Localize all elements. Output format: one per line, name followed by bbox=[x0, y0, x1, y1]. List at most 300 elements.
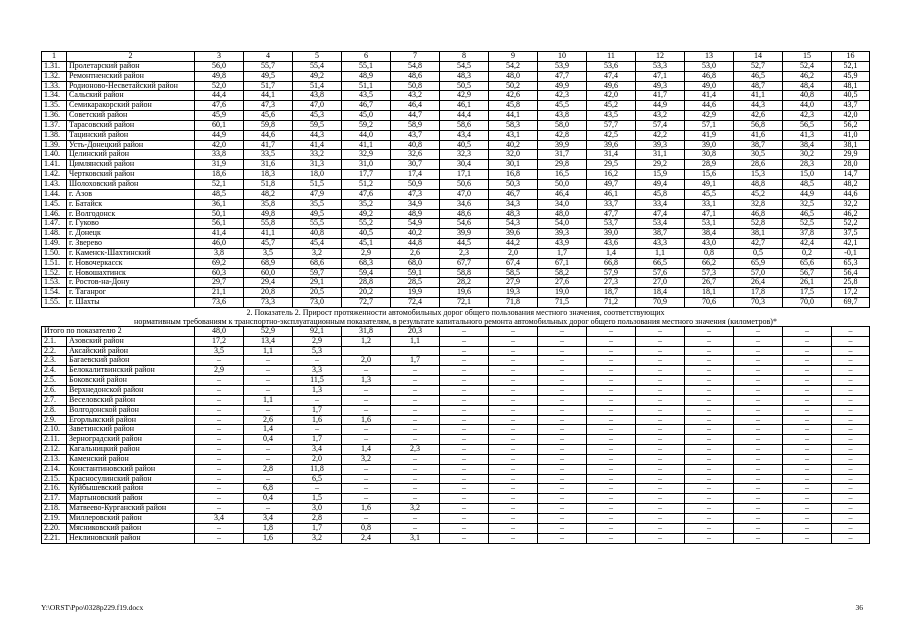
row-name: Родионово-Несветайский район bbox=[67, 81, 195, 91]
value-cell: – bbox=[440, 395, 489, 405]
row-name: Пролетарский район bbox=[67, 61, 195, 71]
value-cell: 58,8 bbox=[440, 268, 489, 278]
value-cell: 52,4 bbox=[783, 61, 832, 71]
value-cell: 66,8 bbox=[587, 258, 636, 268]
row-name: Зерноградский район bbox=[67, 435, 195, 445]
value-cell: 42,6 bbox=[489, 91, 538, 101]
value-cell: 3,5 bbox=[195, 346, 244, 356]
value-cell: – bbox=[342, 366, 391, 376]
table-row bbox=[42, 504, 870, 514]
row-name: Семикаракорский район bbox=[67, 101, 195, 111]
value-cell: – bbox=[195, 356, 244, 366]
value-cell: – bbox=[587, 366, 636, 376]
value-cell: 48,1 bbox=[832, 81, 870, 91]
row-number: 1.48. bbox=[42, 229, 67, 239]
value-cell: 43,3 bbox=[636, 239, 685, 249]
value-cell: – bbox=[391, 415, 440, 425]
value-cell: – bbox=[685, 523, 734, 533]
value-cell: 49,9 bbox=[538, 81, 587, 91]
value-cell: 1,6 bbox=[342, 504, 391, 514]
value-cell: 53,6 bbox=[587, 61, 636, 71]
value-cell: 47,6 bbox=[195, 101, 244, 111]
value-cell: 2,3 bbox=[440, 248, 489, 258]
table-row bbox=[42, 130, 870, 140]
value-cell: 49,5 bbox=[244, 71, 293, 81]
value-cell: 16,5 bbox=[538, 170, 587, 180]
value-cell: – bbox=[636, 445, 685, 455]
value-cell: – bbox=[783, 326, 832, 336]
value-cell: 44,6 bbox=[244, 130, 293, 140]
row-name: г. Новочеркасск bbox=[67, 258, 195, 268]
value-cell: – bbox=[685, 366, 734, 376]
value-cell: – bbox=[195, 484, 244, 494]
row-name: г. Ростов-на-Дону bbox=[67, 278, 195, 288]
column-header: 6 bbox=[342, 52, 391, 62]
row-number: 2.18. bbox=[42, 504, 67, 514]
value-cell: 32,0 bbox=[489, 150, 538, 160]
value-cell: – bbox=[489, 474, 538, 484]
value-cell: – bbox=[293, 484, 342, 494]
table-row bbox=[42, 61, 870, 71]
value-cell: 33,4 bbox=[636, 199, 685, 209]
value-cell: 49,3 bbox=[636, 81, 685, 91]
value-cell: – bbox=[391, 474, 440, 484]
value-cell: 48,9 bbox=[342, 71, 391, 81]
value-cell: 47,4 bbox=[636, 209, 685, 219]
value-cell: – bbox=[587, 454, 636, 464]
table-row bbox=[42, 346, 870, 356]
value-cell: 44,0 bbox=[342, 130, 391, 140]
value-cell: 3,4 bbox=[293, 445, 342, 455]
value-cell: 3,2 bbox=[293, 248, 342, 258]
row-name: г. Зверево bbox=[67, 239, 195, 249]
value-cell: 42,0 bbox=[832, 111, 870, 121]
value-cell: – bbox=[538, 395, 587, 405]
value-cell: – bbox=[538, 376, 587, 386]
value-cell: 45,0 bbox=[342, 111, 391, 121]
row-name: Верхнедонской район bbox=[67, 386, 195, 396]
value-cell: -0,1 bbox=[832, 248, 870, 258]
value-cell: 58,6 bbox=[440, 120, 489, 130]
value-cell: – bbox=[538, 504, 587, 514]
value-cell: 1,6 bbox=[244, 533, 293, 543]
value-cell: – bbox=[538, 445, 587, 455]
value-cell: – bbox=[538, 454, 587, 464]
value-cell: 48,5 bbox=[195, 189, 244, 199]
value-cell: 67,4 bbox=[489, 258, 538, 268]
value-cell: – bbox=[440, 356, 489, 366]
row-number: 2.7. bbox=[42, 395, 67, 405]
value-cell: 46,7 bbox=[489, 189, 538, 199]
value-cell: 44,3 bbox=[293, 130, 342, 140]
value-cell: 54,5 bbox=[440, 61, 489, 71]
column-header: 2 bbox=[67, 52, 195, 62]
value-cell: – bbox=[440, 336, 489, 346]
table-row bbox=[42, 386, 870, 396]
value-cell: 39,9 bbox=[538, 140, 587, 150]
value-cell: 48,0 bbox=[195, 326, 244, 336]
value-cell: 18,4 bbox=[636, 288, 685, 298]
value-cell: – bbox=[734, 336, 783, 346]
row-name: Азовский район bbox=[67, 336, 195, 346]
value-cell: – bbox=[195, 425, 244, 435]
value-cell: – bbox=[587, 445, 636, 455]
value-cell: – bbox=[587, 513, 636, 523]
value-cell bbox=[391, 346, 440, 356]
value-cell: – bbox=[685, 474, 734, 484]
value-cell: 27,9 bbox=[489, 278, 538, 288]
value-cell: 35,5 bbox=[293, 199, 342, 209]
value-cell: – bbox=[342, 425, 391, 435]
value-cell: 49,2 bbox=[293, 71, 342, 81]
value-cell: 44,7 bbox=[391, 111, 440, 121]
value-cell: – bbox=[685, 445, 734, 455]
value-cell: – bbox=[832, 395, 870, 405]
value-cell: 30,5 bbox=[734, 150, 783, 160]
table-row bbox=[42, 356, 870, 366]
value-cell: 52,5 bbox=[783, 219, 832, 229]
row-name: Матвеево-Курганский район bbox=[67, 504, 195, 514]
value-cell: – bbox=[587, 523, 636, 533]
value-cell: 3,8 bbox=[195, 248, 244, 258]
value-cell: 0,8 bbox=[342, 523, 391, 533]
value-cell: 17,2 bbox=[832, 288, 870, 298]
value-cell: 51,8 bbox=[244, 179, 293, 189]
value-cell: – bbox=[538, 464, 587, 474]
value-cell: 40,8 bbox=[391, 140, 440, 150]
value-cell: – bbox=[489, 435, 538, 445]
value-cell: 46,2 bbox=[832, 209, 870, 219]
row-number: 2.12. bbox=[42, 445, 67, 455]
value-cell: 54,0 bbox=[538, 219, 587, 229]
value-cell: 42,3 bbox=[538, 91, 587, 101]
row-number: 2.1. bbox=[42, 336, 67, 346]
value-cell: 39,6 bbox=[489, 229, 538, 239]
value-cell: – bbox=[195, 533, 244, 543]
table-row bbox=[42, 376, 870, 386]
value-cell: 45,2 bbox=[734, 189, 783, 199]
value-cell: – bbox=[489, 445, 538, 455]
value-cell: 56,0 bbox=[195, 61, 244, 71]
row-name: Белокалитвинский район bbox=[67, 366, 195, 376]
value-cell: 50,5 bbox=[440, 81, 489, 91]
value-cell: 55,7 bbox=[244, 61, 293, 71]
row-name: Советский район bbox=[67, 111, 195, 121]
row-number: 1.40. bbox=[42, 150, 67, 160]
value-cell: 3,2 bbox=[293, 533, 342, 543]
value-cell: – bbox=[587, 474, 636, 484]
row-name: Багаевский район bbox=[67, 356, 195, 366]
row-number: 1.52. bbox=[42, 268, 67, 278]
file-path: Y:\ORST\Ppo\0328p229.f19.docx bbox=[41, 603, 144, 612]
value-cell: – bbox=[391, 386, 440, 396]
value-cell: 73,3 bbox=[244, 298, 293, 308]
value-cell: 45,3 bbox=[293, 111, 342, 121]
value-cell: – bbox=[587, 425, 636, 435]
value-cell: 3,0 bbox=[293, 504, 342, 514]
value-cell: – bbox=[636, 533, 685, 543]
row-name: Кагальницкий район bbox=[67, 445, 195, 455]
value-cell: – bbox=[636, 356, 685, 366]
value-cell: 0,4 bbox=[244, 435, 293, 445]
value-cell: 48,0 bbox=[489, 71, 538, 81]
value-cell: 44,0 bbox=[783, 101, 832, 111]
value-cell: – bbox=[293, 356, 342, 366]
value-cell: 59,7 bbox=[293, 268, 342, 278]
row-number: 1.35. bbox=[42, 101, 67, 111]
value-cell: – bbox=[832, 484, 870, 494]
value-cell: 32,2 bbox=[832, 199, 870, 209]
value-cell: 41,6 bbox=[734, 130, 783, 140]
value-cell: 47,3 bbox=[391, 189, 440, 199]
value-cell: 42,1 bbox=[832, 239, 870, 249]
value-cell: 47,6 bbox=[342, 189, 391, 199]
value-cell: – bbox=[685, 504, 734, 514]
value-cell: 43,2 bbox=[391, 91, 440, 101]
value-cell: 15,9 bbox=[636, 170, 685, 180]
value-cell: 68,6 bbox=[293, 258, 342, 268]
value-cell: 56,4 bbox=[832, 268, 870, 278]
value-cell: – bbox=[734, 415, 783, 425]
value-cell: 40,5 bbox=[440, 140, 489, 150]
row-number: 1.43. bbox=[42, 179, 67, 189]
value-cell: 53,0 bbox=[685, 61, 734, 71]
value-cell: 71,5 bbox=[538, 298, 587, 308]
value-cell: – bbox=[587, 415, 636, 425]
value-cell: – bbox=[195, 454, 244, 464]
value-cell: – bbox=[587, 386, 636, 396]
value-cell: 46,1 bbox=[440, 101, 489, 111]
value-cell: 59,2 bbox=[342, 120, 391, 130]
value-cell: 72,1 bbox=[440, 298, 489, 308]
value-cell: 44,8 bbox=[391, 239, 440, 249]
value-cell: – bbox=[734, 425, 783, 435]
value-cell: 20,3 bbox=[391, 326, 440, 336]
value-cell: – bbox=[636, 435, 685, 445]
row-number: 1.31. bbox=[42, 61, 67, 71]
value-cell: 45,9 bbox=[195, 111, 244, 121]
data-table bbox=[41, 51, 870, 544]
value-cell: 31,9 bbox=[195, 160, 244, 170]
value-cell: 47,7 bbox=[587, 209, 636, 219]
value-cell: 44,6 bbox=[685, 101, 734, 111]
value-cell: – bbox=[636, 464, 685, 474]
value-cell: 40,2 bbox=[489, 140, 538, 150]
column-header: 7 bbox=[391, 52, 440, 62]
value-cell: – bbox=[195, 464, 244, 474]
row-number: 1.42. bbox=[42, 170, 67, 180]
value-cell: – bbox=[783, 494, 832, 504]
value-cell: – bbox=[489, 484, 538, 494]
value-cell: – bbox=[685, 405, 734, 415]
value-cell: 43,9 bbox=[538, 239, 587, 249]
value-cell: – bbox=[636, 474, 685, 484]
value-cell: 51,4 bbox=[293, 81, 342, 91]
row-name: Усть-Донецкий район bbox=[67, 140, 195, 150]
value-cell: 56,2 bbox=[832, 120, 870, 130]
table-row bbox=[42, 111, 870, 121]
value-cell: 56,1 bbox=[195, 219, 244, 229]
value-cell: – bbox=[685, 395, 734, 405]
value-cell: 1,3 bbox=[293, 386, 342, 396]
value-cell: – bbox=[636, 376, 685, 386]
value-cell: – bbox=[783, 395, 832, 405]
value-cell: – bbox=[195, 504, 244, 514]
value-cell: – bbox=[244, 366, 293, 376]
value-cell: 31,4 bbox=[587, 150, 636, 160]
value-cell: 44,1 bbox=[489, 111, 538, 121]
value-cell: – bbox=[538, 513, 587, 523]
value-cell: – bbox=[440, 346, 489, 356]
value-cell: 28,6 bbox=[734, 160, 783, 170]
value-cell: 42,0 bbox=[195, 140, 244, 150]
value-cell: 41,4 bbox=[685, 91, 734, 101]
value-cell: 28,2 bbox=[440, 278, 489, 288]
value-cell: – bbox=[244, 386, 293, 396]
value-cell: – bbox=[734, 395, 783, 405]
value-cell: 15,3 bbox=[734, 170, 783, 180]
row-name: Шолоховский район bbox=[67, 179, 195, 189]
value-cell: 68,0 bbox=[391, 258, 440, 268]
row-number: 1.49. bbox=[42, 239, 67, 249]
value-cell: 30,7 bbox=[391, 160, 440, 170]
table-row bbox=[42, 160, 870, 170]
value-cell: 2,8 bbox=[293, 513, 342, 523]
value-cell: – bbox=[440, 523, 489, 533]
row-name: Сальский район bbox=[67, 91, 195, 101]
value-cell: 46,4 bbox=[391, 101, 440, 111]
row-name: г. Таганрог bbox=[67, 288, 195, 298]
value-cell: 41,7 bbox=[244, 140, 293, 150]
value-cell: 49,8 bbox=[195, 71, 244, 81]
value-cell: – bbox=[685, 454, 734, 464]
value-cell: 26,1 bbox=[783, 278, 832, 288]
value-cell: 2,9 bbox=[195, 366, 244, 376]
value-cell: 2,0 bbox=[342, 356, 391, 366]
value-cell: 33,5 bbox=[244, 150, 293, 160]
value-cell: – bbox=[538, 356, 587, 366]
value-cell: 73,0 bbox=[293, 298, 342, 308]
value-cell: 14,7 bbox=[832, 170, 870, 180]
value-cell: – bbox=[685, 533, 734, 543]
value-cell: 1,7 bbox=[293, 405, 342, 415]
value-cell: 45,1 bbox=[342, 239, 391, 249]
value-cell: – bbox=[489, 454, 538, 464]
value-cell: 6,5 bbox=[293, 474, 342, 484]
value-cell: 26,7 bbox=[685, 278, 734, 288]
section-heading-line1: 2. Показатель 2. Прирост протяженности автомобильных дорог общего пользования местного значения, соответствующих bbox=[246, 307, 665, 317]
value-cell: – bbox=[832, 454, 870, 464]
value-cell: – bbox=[195, 435, 244, 445]
row-name: Цимлянский район bbox=[67, 160, 195, 170]
value-cell: 54,2 bbox=[489, 61, 538, 71]
column-header: 16 bbox=[832, 52, 870, 62]
value-cell: – bbox=[636, 523, 685, 533]
row-name: Мартыновский район bbox=[67, 494, 195, 504]
value-cell: 46,0 bbox=[195, 239, 244, 249]
table-row bbox=[42, 336, 870, 346]
value-cell: 68,3 bbox=[342, 258, 391, 268]
value-cell: – bbox=[440, 533, 489, 543]
row-name: г. Шахты bbox=[67, 298, 195, 308]
table-row bbox=[42, 523, 870, 533]
row-number: 2.15. bbox=[42, 474, 67, 484]
value-cell: 55,1 bbox=[342, 61, 391, 71]
value-cell: 35,8 bbox=[244, 199, 293, 209]
row-number: 1.37. bbox=[42, 120, 67, 130]
value-cell: 43,7 bbox=[391, 130, 440, 140]
value-cell: 2,4 bbox=[342, 533, 391, 543]
value-cell: 72,4 bbox=[391, 298, 440, 308]
value-cell: 31,3 bbox=[293, 160, 342, 170]
row-number: 1.41. bbox=[42, 160, 67, 170]
value-cell: 0,2 bbox=[783, 248, 832, 258]
value-cell: 58,9 bbox=[391, 120, 440, 130]
value-cell: – bbox=[538, 425, 587, 435]
value-cell: 58,5 bbox=[489, 268, 538, 278]
row-number: 1.55. bbox=[42, 298, 67, 308]
value-cell: – bbox=[440, 484, 489, 494]
table-row bbox=[42, 239, 870, 249]
value-cell: – bbox=[587, 504, 636, 514]
value-cell: – bbox=[587, 464, 636, 474]
row-number: 1.44. bbox=[42, 189, 67, 199]
table-row bbox=[42, 140, 870, 150]
value-cell: 92,1 bbox=[293, 326, 342, 336]
value-cell: 45,9 bbox=[832, 71, 870, 81]
value-cell: – bbox=[734, 504, 783, 514]
row-number: 2.2. bbox=[42, 346, 67, 356]
value-cell: – bbox=[538, 474, 587, 484]
value-cell: 43,0 bbox=[685, 239, 734, 249]
value-cell: 29,9 bbox=[832, 150, 870, 160]
value-cell: – bbox=[489, 346, 538, 356]
value-cell: – bbox=[832, 504, 870, 514]
value-cell: – bbox=[342, 474, 391, 484]
value-cell: – bbox=[244, 356, 293, 366]
value-cell: – bbox=[489, 494, 538, 504]
value-cell: – bbox=[832, 464, 870, 474]
value-cell: 57,0 bbox=[734, 268, 783, 278]
value-cell: 31,1 bbox=[636, 150, 685, 160]
value-cell: – bbox=[489, 523, 538, 533]
value-cell: 32,5 bbox=[783, 199, 832, 209]
value-cell: 50,8 bbox=[391, 81, 440, 91]
value-cell: – bbox=[783, 435, 832, 445]
value-cell: 50,3 bbox=[489, 179, 538, 189]
value-cell: – bbox=[636, 484, 685, 494]
value-cell: 54,6 bbox=[440, 219, 489, 229]
value-cell: – bbox=[783, 356, 832, 366]
value-cell: – bbox=[783, 464, 832, 474]
table-row bbox=[42, 474, 870, 484]
value-cell: 53,7 bbox=[587, 219, 636, 229]
value-cell: – bbox=[195, 415, 244, 425]
row-number: 1.36. bbox=[42, 111, 67, 121]
value-cell: 1,4 bbox=[244, 425, 293, 435]
value-cell: 56,7 bbox=[783, 268, 832, 278]
row-name: Куйбышевский район bbox=[67, 484, 195, 494]
table-row bbox=[42, 179, 870, 189]
value-cell: – bbox=[685, 494, 734, 504]
value-cell: 49,6 bbox=[587, 81, 636, 91]
table-row bbox=[42, 533, 870, 543]
value-cell: – bbox=[440, 474, 489, 484]
value-cell: 2,3 bbox=[391, 445, 440, 455]
value-cell: – bbox=[342, 484, 391, 494]
value-cell: – bbox=[636, 366, 685, 376]
value-cell: – bbox=[489, 513, 538, 523]
